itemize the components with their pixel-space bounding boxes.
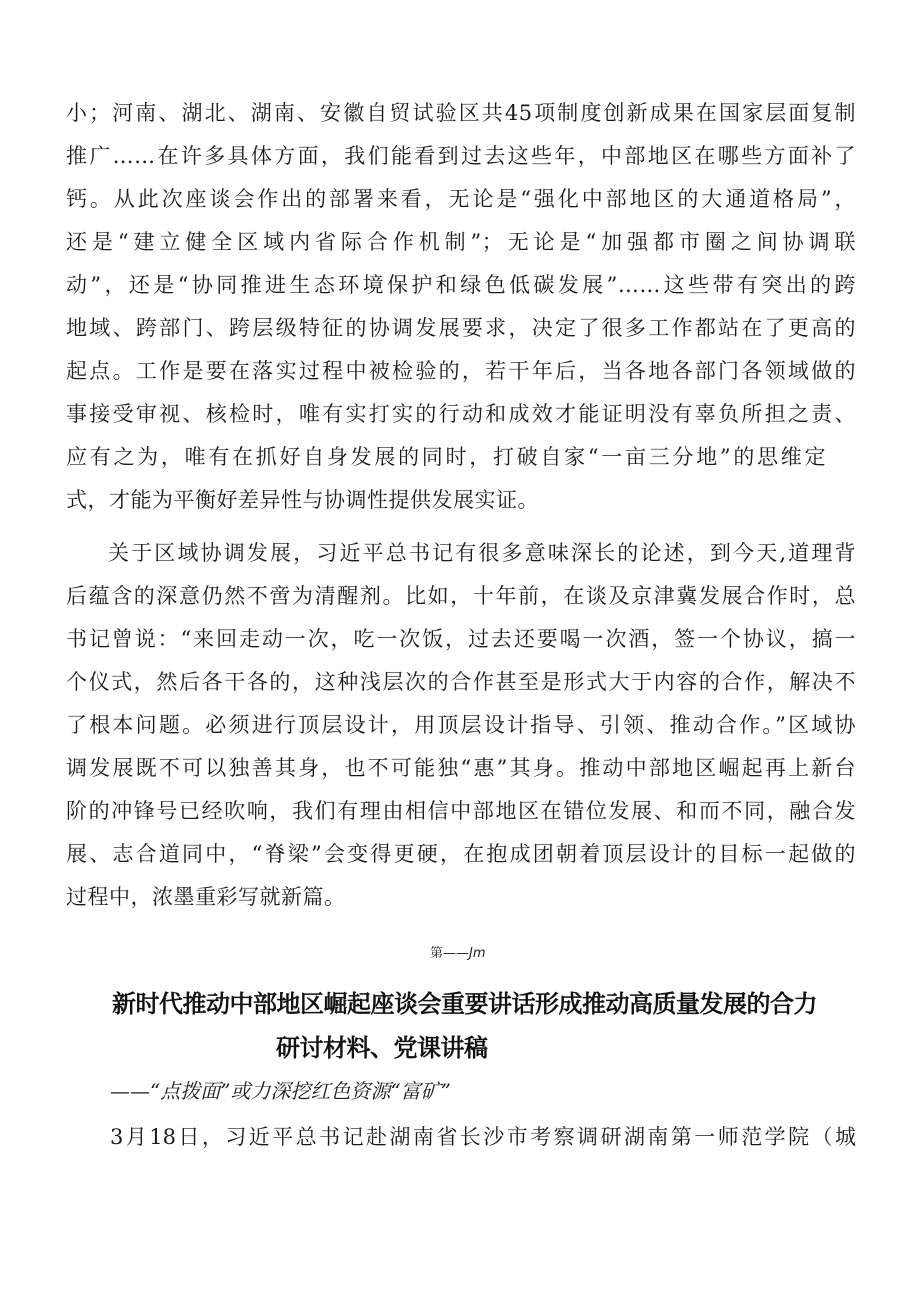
paragraph-line: 阶的冲锋号已经吹响，我们有理由相信中部地区在错位发展、和而不同，融合发: [66, 799, 856, 823]
article-title-line-1: 新时代推动中部地区崛起座谈会重要讲话形成推动高质量发展的合力: [112, 990, 817, 1018]
paragraph-line: 展、志合道同中，“脊梁”会变得更硬，在抱成团朝着顶层设计的目标一起做的: [66, 842, 856, 866]
paragraph-line: 地域、跨部门、跨层级特征的协调发展要求，决定了很多工作都站在了更高的: [66, 316, 856, 340]
article-title-line-2: 研讨材料、党课讲稿: [276, 1034, 488, 1062]
paragraph-line: 过程中，浓墨重彩写就新篇。: [66, 885, 346, 909]
paragraph-line: 了根本问题。必须进行顶层设计，用顶层设计指导、引领、推动合作。”区域协: [66, 713, 856, 737]
paragraph-line: 动”，还是“协同推进生态环境保护和绿色低碳发展”……这些带有突出的跨: [66, 273, 856, 297]
paragraph-line: 还是“建立健全区域内省际合作机制”；无论是“加强都市圈之间协调联: [66, 230, 856, 254]
paragraph-line: 推广……在许多具体方面，我们能看到过去这些年，中部地区在哪些方面补了: [66, 144, 856, 168]
paragraph-line: 应有之为，唯有在抓好自身发展的同时，打破自家“一亩三分地”的思维定: [66, 445, 826, 469]
paragraph-line: 关于区域协调发展，习近平总书记有很多意味深长的论述，到今天,道理背: [108, 541, 856, 565]
paragraph-line: 式，才能为平衡好差异性与协调性提供发展实证。: [66, 488, 539, 512]
separator-suffix: Jm: [469, 946, 486, 961]
paragraph-line: 钙。从此次座谈会作出的部署来看，无论是“强化中部地区的大通道格局”，: [66, 187, 856, 211]
paragraph-line: 调发展既不可以独善其身，也不可能独“惠”其身。推动中部地区崛起再上新台: [66, 756, 856, 780]
paragraph-line: 起点。工作是要在落实过程中被检验的，若干年后，当各地各部门各领域做的: [66, 359, 856, 383]
paragraph-line: 个仪式，然后各干各的，这种浅层次的合作甚至是形式大于内容的合作，解决不: [66, 670, 856, 694]
paragraph-line: 书记曾说：“来回走动一次，吃一次饭，过去还要喝一次酒，签一个协议，搞一: [66, 627, 856, 651]
article-subtitle: ——“点拨面”或力深挖红色资源“富矿”: [110, 1079, 451, 1103]
separator-prefix: 第——: [430, 946, 470, 961]
paragraph-3-line: 3月18日，习近平总书记赴湖南省长沙市考察调研湖南第一师范学院（城: [110, 1125, 856, 1149]
paragraph-line: 小；河南、湖北、湖南、安徽自贸试验区共45项制度创新成果在国家层面复制: [66, 101, 856, 125]
paragraph-line: 后蕴含的深意仍然不啻为清醒剂。比如，十年前，在谈及京津冀发展合作时，总: [66, 584, 856, 608]
paragraph-line: 事接受审视、核检时，唯有实打实的行动和成效才能证明没有辜负所担之责、: [66, 402, 856, 426]
section-separator: [430, 944, 486, 964]
